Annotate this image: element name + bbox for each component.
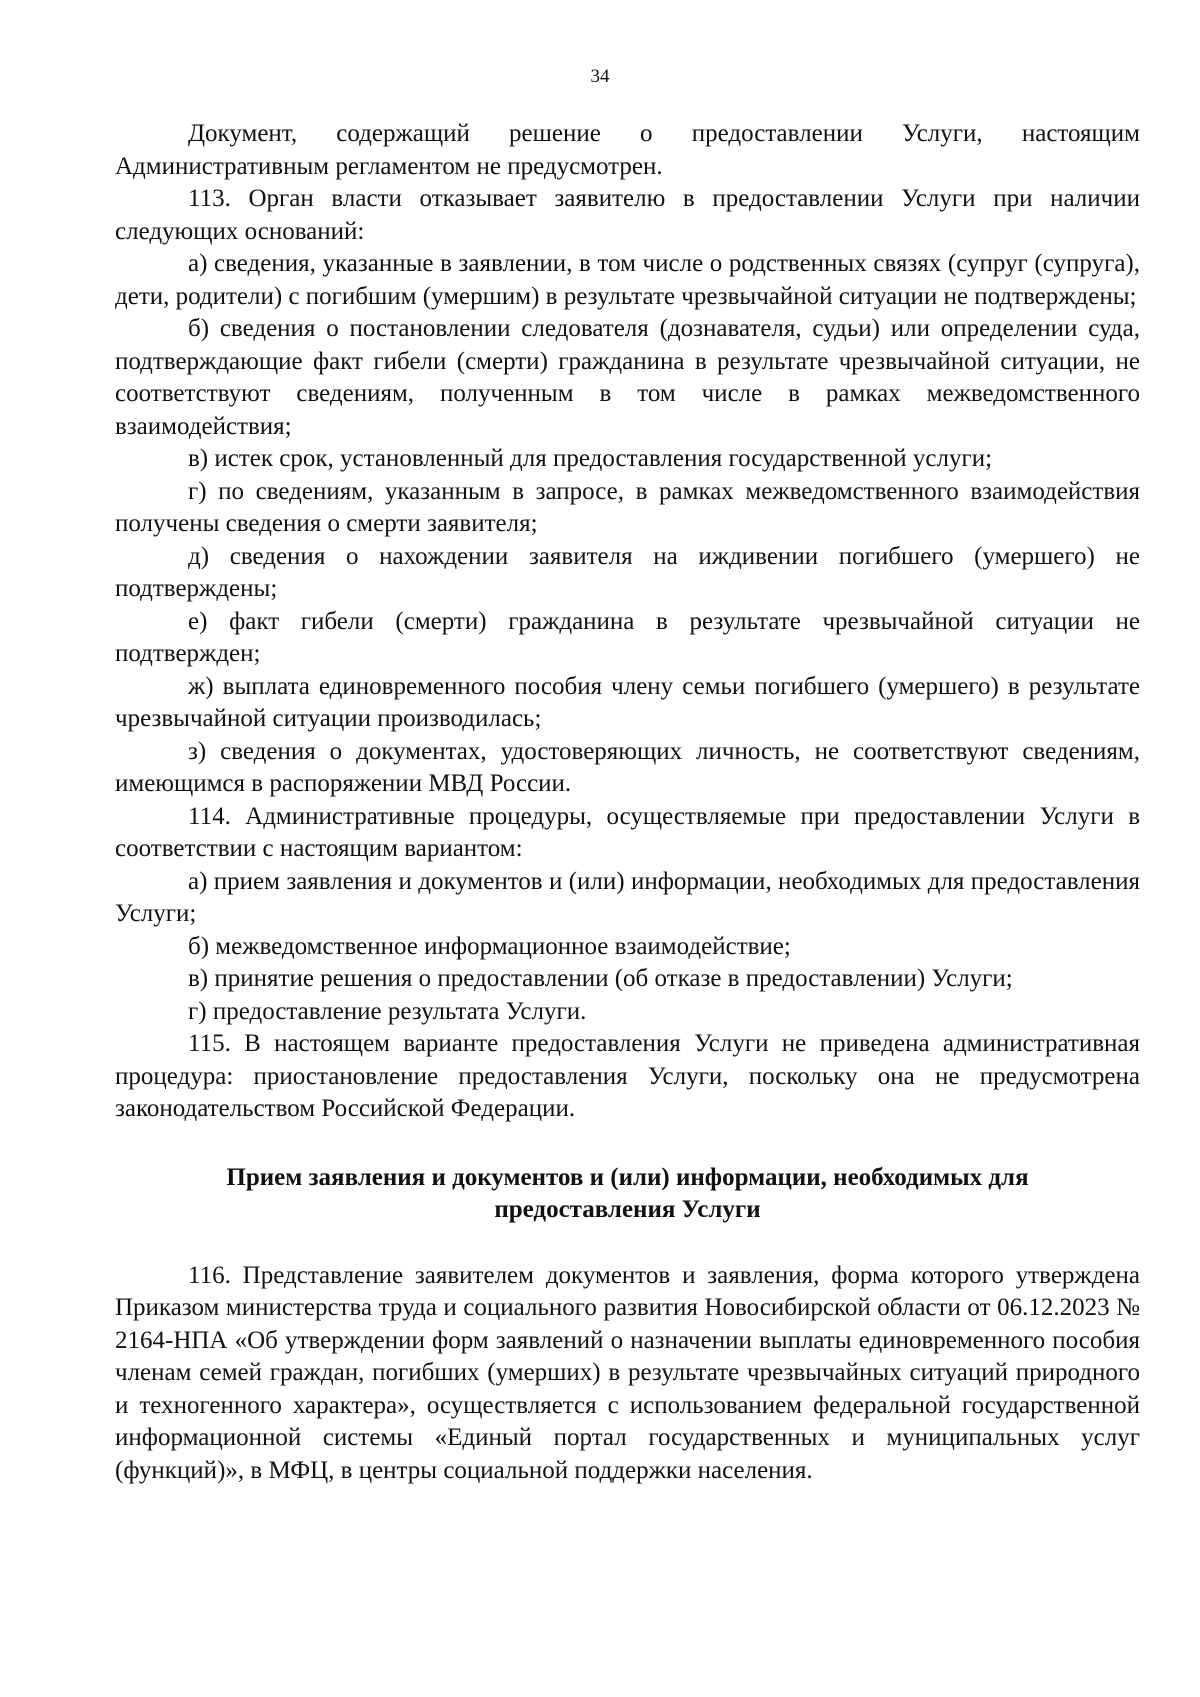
paragraph: Документ, содержащий решение о предоставлении Услуги, настоящим Административным регламентом не предусмотрен.	[115, 120, 1140, 180]
paragraph-block-top	[115, 118, 1140, 1126]
document-body	[115, 118, 1140, 1487]
paragraph: 115. В настоящем варианте предоставления Услуги не приведена административная процедура: приостановление предоставления Услуги, поскольку она не предусмотрена законодательством Российской Федерации.	[115, 1030, 1140, 1122]
paragraph: в) истек срок, установленный для предоставления государственной услуги;	[188, 445, 993, 472]
paragraph: 113. Орган власти отказывает заявителю в предоставлении Услуги при наличии следующих оснований:	[115, 185, 1140, 245]
paragraph: е) факт гибели (смерти) гражданина в результате чрезвычайной ситуации не подтвержден;	[115, 607, 1140, 667]
page-number: 34	[590, 66, 610, 87]
paragraph: д) сведения о нахождении заявителя на иждивении погибшего (умершего) не подтверждены;	[115, 542, 1140, 602]
paragraph: а) сведения, указанные в заявлении, в том числе о родственных связях (супруг (супруга), дети, родители) с погибшим (умершим) в результате чрезвычайной ситуации не подтверждены;	[115, 250, 1140, 310]
paragraph: ж) выплата единовременного пособия члену семьи погибшего (умершего) в результате чрезвычайной ситуации производилась;	[115, 672, 1140, 732]
paragraph: г) по сведениям, указанным в запросе, в рамках межведомственного взаимодействия получены сведения о смерти заявителя;	[115, 477, 1140, 537]
paragraph: в) принятие решения о предоставлении (об отказе в предоставлении) Услуги;	[188, 965, 1013, 992]
paragraph: а) прием заявления и документов и (или) информации, необходимых для предоставления Услуги;	[115, 867, 1140, 927]
section-heading: Прием заявления и документов и (или) информации, необходимых для предоставления Услуги	[226, 1163, 1029, 1223]
paragraph: з) сведения о документах, удостоверяющих личность, не соответствуют сведениям, имеющимся в распоряжении МВД России.	[115, 737, 1140, 797]
paragraph: б) межведомственное информационное взаимодействие;	[188, 932, 791, 960]
paragraph: 116. Представление заявителем документов и заявления, форма которого утверждена Приказом министерства труда и социального развития Новосибирской области от 06.12.2023 № 2164-НПА «Об утверждении форм заявлений о назначении выплаты единовременного пособия членам семей граждан, погибших (умерших) в результате чрезвычайных ситуаций природного и техногенного характера», осуществляется с использованием федеральной государственной информационной системы «Единый портал государственных и муниципальных услуг (функций)», в МФЦ, в центры социальной поддержки населения.	[115, 1261, 1140, 1484]
paragraph: б) сведения о постановлении следователя (дознавателя, судьи) или определении суда, подтверждающие факт гибели (смерти) гражданина в результате чрезвычайной ситуации, не соответствуют сведениям, полученным в том числе в рамках межведомственного взаимодействия;	[115, 315, 1140, 440]
paragraph-block-bottom	[115, 1260, 1140, 1488]
paragraph: г) предоставление результата Услуги.	[188, 997, 587, 1025]
paragraph: 114. Административные процедуры, осуществляемые при предоставлении Услуги в соответствии с настоящим вариантом:	[115, 802, 1140, 862]
